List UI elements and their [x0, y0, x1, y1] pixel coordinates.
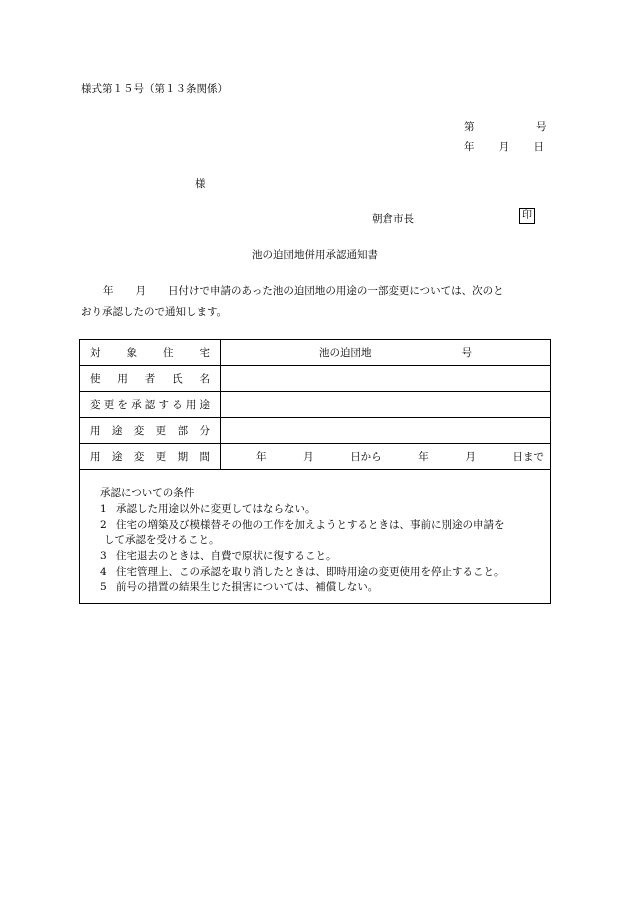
row-label — [80, 449, 220, 464]
label-char: 用 — [90, 451, 101, 463]
label-char: を — [117, 399, 128, 411]
conditions-box — [79, 468, 551, 604]
body-year: 年 — [103, 285, 114, 297]
row-label — [80, 345, 220, 360]
document-title: 池の迫団地併用承認通知書 — [252, 249, 378, 261]
condition-item — [100, 501, 550, 516]
label-char: 氏 — [172, 373, 183, 385]
label-char: 承 — [131, 399, 142, 411]
value-cell — [221, 340, 551, 366]
label-char: 用 — [117, 373, 128, 385]
period-end-year: 年 — [418, 451, 429, 463]
housing-estate-name: 池の迫団地 — [319, 347, 372, 359]
condition-item — [100, 564, 550, 579]
label-char: 認 — [144, 399, 156, 411]
label-char: 使 — [90, 373, 101, 385]
body-text-line-2: おり承認したので通知します。 — [81, 306, 228, 318]
condition-text: 前号の措置の結果生じた損害については、補償しない。 — [116, 581, 379, 593]
label-char: 分 — [199, 425, 210, 437]
table-row — [80, 444, 551, 470]
label-char: 変 — [133, 451, 145, 463]
body-month: 月 — [135, 285, 146, 297]
date-year: 年 — [464, 141, 475, 153]
label-char: 用 — [185, 399, 197, 411]
conditions-heading: 承認についての条件 — [100, 487, 195, 499]
row-label — [80, 397, 220, 412]
date-day: 日 — [533, 141, 544, 153]
label-char: 変 — [90, 399, 101, 411]
label-char: 者 — [144, 373, 156, 385]
value-cell — [221, 366, 551, 392]
period-value — [221, 449, 550, 464]
unit-number-suffix: 号 — [461, 347, 472, 359]
approval-details-table — [79, 339, 551, 470]
period-start-day: 日から — [350, 451, 382, 463]
label-cell — [80, 392, 221, 418]
issue-number-suffix: 号 — [536, 121, 547, 133]
condition-item — [100, 548, 550, 563]
condition-text: 承認した用途以外に変更してはならない。 — [116, 503, 316, 515]
label-char: 住 — [163, 347, 174, 359]
label-char: 部 — [177, 425, 189, 437]
condition-item — [100, 517, 550, 532]
body-text-line-1 — [103, 283, 504, 298]
date-month: 月 — [498, 141, 510, 153]
label-char: 途 — [111, 451, 123, 463]
label-char: 変 — [133, 425, 145, 437]
label-char: 用 — [90, 425, 101, 437]
value-cell — [221, 392, 551, 418]
period-start-year: 年 — [256, 451, 267, 463]
label-char: 更 — [103, 399, 115, 411]
label-char: 対 — [90, 347, 101, 359]
label-char: 途 — [199, 399, 210, 411]
row-label — [80, 423, 220, 438]
seal-mark: 印 — [519, 208, 535, 224]
condition-text: 住宅の増築及び模様替その他の工作を加えようとするときは、事前に別途の申請を — [116, 519, 505, 531]
issue-number-prefix: 第 — [464, 121, 475, 133]
label-cell — [80, 366, 221, 392]
label-char: す — [158, 399, 169, 411]
table-row — [80, 418, 551, 444]
body-rest: 日付けで申請のあった池の迫団地の用途の一部変更については、次のと — [168, 285, 504, 297]
form-number: 様式第１５号（第１３条関係） — [81, 83, 228, 95]
label-char: 更 — [155, 451, 167, 463]
recipient-honorific: 様 — [195, 178, 206, 190]
period-end-day: 日まで — [512, 451, 544, 463]
period-end-month: 月 — [465, 451, 476, 463]
condition-text: 住宅退去のときは、自費で原状に復すること。 — [116, 550, 337, 562]
label-cell — [80, 444, 221, 470]
value-cell — [221, 418, 551, 444]
label-cell — [80, 418, 221, 444]
label-char: る — [172, 399, 183, 411]
table-row — [80, 366, 551, 392]
condition-number: 4 — [100, 566, 107, 578]
label-char: 途 — [111, 425, 123, 437]
condition-item-continuation: して承認を受けること。 — [104, 534, 220, 546]
condition-number: 1 — [100, 503, 107, 515]
label-char: 更 — [155, 425, 167, 437]
label-char: 宅 — [199, 347, 210, 359]
issuer-name: 朝倉市長 — [372, 213, 414, 225]
value-cell — [221, 444, 551, 470]
issue-date — [464, 139, 544, 154]
condition-number: 5 — [100, 581, 107, 593]
table-row — [80, 392, 551, 418]
label-char: 間 — [199, 451, 210, 463]
row-label — [80, 371, 220, 386]
table-row — [80, 340, 551, 366]
condition-item — [100, 579, 550, 594]
period-start-month: 月 — [303, 451, 314, 463]
condition-text: 住宅管理上、この承認を取り消したときは、即時用途の変更使用を停止すること。 — [116, 566, 505, 578]
target-housing-value — [221, 345, 550, 360]
label-char: 名 — [199, 373, 210, 385]
label-cell — [80, 340, 221, 366]
label-char: 期 — [177, 451, 189, 463]
label-char: 象 — [126, 347, 137, 359]
condition-number: 3 — [100, 550, 107, 562]
condition-number: 2 — [100, 519, 107, 531]
